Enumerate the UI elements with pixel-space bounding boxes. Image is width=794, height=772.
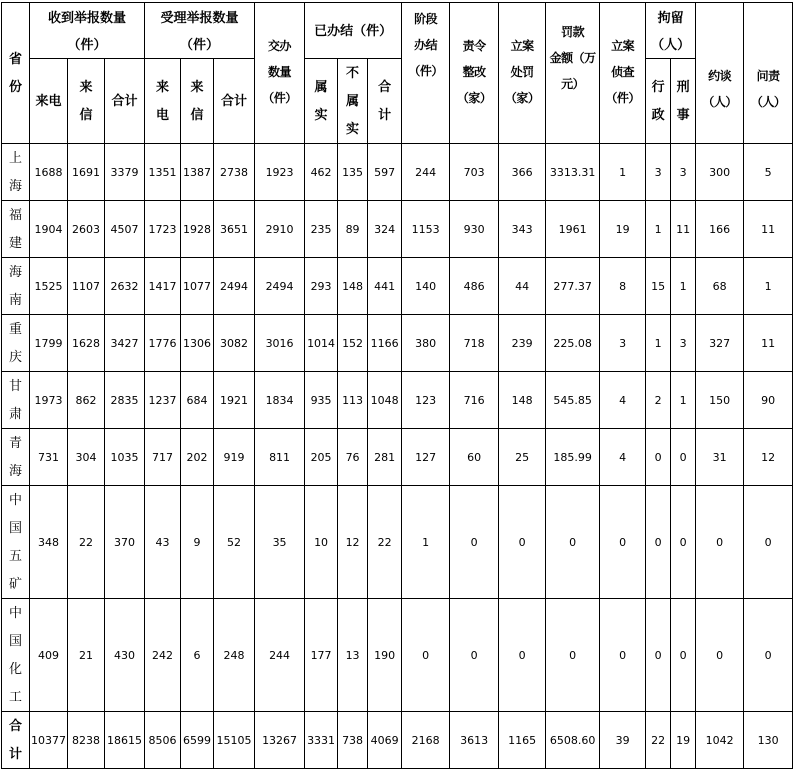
table-cell: 0	[600, 599, 646, 712]
table-cell: 205	[305, 429, 338, 486]
table-cell: 684	[181, 372, 214, 429]
table-cell: 11	[744, 315, 793, 372]
table-cell: 8506	[145, 712, 181, 769]
table-cell: 919	[214, 429, 255, 486]
province-name: 重庆	[8, 321, 22, 364]
province-name: 甘肃	[8, 378, 22, 421]
table-cell: 1923	[255, 144, 305, 201]
table-cell: 9	[181, 486, 214, 599]
table-cell: 348	[30, 486, 68, 599]
table-cell: 1921	[214, 372, 255, 429]
table-cell: 1	[646, 201, 671, 258]
province-cell	[2, 372, 30, 429]
table-cell: 718	[450, 315, 499, 372]
table-cell: 8	[600, 258, 646, 315]
header-accepted-letter	[181, 59, 214, 144]
table-cell: 242	[145, 599, 181, 712]
table-cell: 248	[214, 599, 255, 712]
province-name: 青海	[8, 435, 22, 478]
table-cell: 148	[499, 372, 546, 429]
table-cell: 409	[30, 599, 68, 712]
table-cell: 1723	[145, 201, 181, 258]
table-cell: 4	[600, 372, 646, 429]
header-interviewed: 约谈（人）	[696, 3, 744, 144]
table-cell: 140	[402, 258, 450, 315]
table-cell: 3651	[214, 201, 255, 258]
header-detained-criminal	[671, 59, 696, 144]
table-cell: 0	[499, 486, 546, 599]
header-concluded-total-label: 合计	[378, 79, 392, 122]
header-accepted-letter-label: 来信	[190, 79, 204, 122]
table-cell: 738	[338, 712, 368, 769]
table-cell: 244	[255, 599, 305, 712]
table-cell: 130	[744, 712, 793, 769]
table-cell: 430	[105, 599, 145, 712]
table-cell: 2910	[255, 201, 305, 258]
table-cell: 1525	[30, 258, 68, 315]
table-cell: 0	[696, 486, 744, 599]
table-cell: 3427	[105, 315, 145, 372]
province-name: 上海	[8, 150, 22, 193]
table-cell: 13	[338, 599, 368, 712]
table-cell: 11	[744, 201, 793, 258]
table-cell: 3	[671, 144, 696, 201]
table-cell: 1904	[30, 201, 68, 258]
table-cell: 0	[546, 486, 600, 599]
province-cell	[2, 429, 30, 486]
table-cell: 6599	[181, 712, 214, 769]
table-cell: 1306	[181, 315, 214, 372]
header-accountability: 问责（人）	[744, 3, 793, 144]
table-cell: 1	[744, 258, 793, 315]
table-cell: 0	[671, 599, 696, 712]
table-cell: 0	[646, 429, 671, 486]
table-cell: 1387	[181, 144, 214, 201]
table-cell: 0	[646, 599, 671, 712]
table-cell: 1799	[30, 315, 68, 372]
table-cell: 277.37	[546, 258, 600, 315]
table-cell: 10377	[30, 712, 68, 769]
total-row	[2, 712, 793, 769]
table-cell: 366	[499, 144, 546, 201]
table-cell: 235	[305, 201, 338, 258]
header-province-label: 省份	[8, 51, 22, 94]
table-cell: 0	[450, 599, 499, 712]
table-cell: 717	[145, 429, 181, 486]
table-cell: 150	[696, 372, 744, 429]
table-cell: 1	[671, 258, 696, 315]
table-cell: 15105	[214, 712, 255, 769]
table-cell: 3082	[214, 315, 255, 372]
table-cell: 1834	[255, 372, 305, 429]
table-cell: 22	[368, 486, 402, 599]
table-cell: 1035	[105, 429, 145, 486]
table-cell: 239	[499, 315, 546, 372]
table-cell: 1107	[68, 258, 105, 315]
table-cell: 0	[744, 486, 793, 599]
table-cell: 486	[450, 258, 499, 315]
header-detained: 拘留 （人）	[646, 3, 696, 59]
table-cell: 25	[499, 429, 546, 486]
table-cell: 31	[696, 429, 744, 486]
table-cell: 304	[68, 429, 105, 486]
table-cell: 0	[402, 599, 450, 712]
table-cell: 370	[105, 486, 145, 599]
table-cell: 43	[145, 486, 181, 599]
table-cell: 1237	[145, 372, 181, 429]
table-cell: 225.08	[546, 315, 600, 372]
total-label: 合计	[8, 718, 22, 761]
province-cell	[2, 599, 30, 712]
table-row	[2, 315, 793, 372]
table-cell: 202	[181, 429, 214, 486]
table-cell: 731	[30, 429, 68, 486]
table-cell: 0	[450, 486, 499, 599]
table-cell: 1153	[402, 201, 450, 258]
header-accepted-phone	[145, 59, 181, 144]
table-cell: 380	[402, 315, 450, 372]
header-row-2	[2, 59, 793, 144]
province-name: 海南	[8, 264, 22, 307]
table-cell: 1048	[368, 372, 402, 429]
table-cell: 1961	[546, 201, 600, 258]
table-cell: 89	[338, 201, 368, 258]
province-cell	[2, 144, 30, 201]
table-cell: 1077	[181, 258, 214, 315]
table-cell: 127	[402, 429, 450, 486]
header-fine: 罚款 金额（万 元）	[546, 3, 600, 144]
table-cell: 1688	[30, 144, 68, 201]
province-name: 中国化工	[8, 605, 22, 704]
table-cell: 22	[68, 486, 105, 599]
table-cell: 1	[600, 144, 646, 201]
header-received: 收到举报数量 （件）	[30, 3, 145, 59]
table-cell: 1165	[499, 712, 546, 769]
table-cell: 12	[744, 429, 793, 486]
table-cell: 300	[696, 144, 744, 201]
table-cell: 4507	[105, 201, 145, 258]
table-cell: 462	[305, 144, 338, 201]
table-cell: 177	[305, 599, 338, 712]
table-cell: 343	[499, 201, 546, 258]
table-cell: 190	[368, 599, 402, 712]
table-cell: 35	[255, 486, 305, 599]
table-cell: 0	[744, 599, 793, 712]
table-row	[2, 599, 793, 712]
table-cell: 703	[450, 144, 499, 201]
table-cell: 1	[402, 486, 450, 599]
table-cell: 3016	[255, 315, 305, 372]
table-cell: 135	[338, 144, 368, 201]
table-cell: 13267	[255, 712, 305, 769]
table-cell: 1042	[696, 712, 744, 769]
table-cell: 52	[214, 486, 255, 599]
header-accepted: 受理举报数量 （件）	[145, 3, 255, 59]
table-cell: 10	[305, 486, 338, 599]
table-cell: 3613	[450, 712, 499, 769]
table-cell: 327	[696, 315, 744, 372]
table-cell: 1628	[68, 315, 105, 372]
table-cell: 1776	[145, 315, 181, 372]
table-cell: 4	[600, 429, 646, 486]
province-cell	[2, 315, 30, 372]
header-accepted-total: 合计	[214, 59, 255, 144]
table-cell: 44	[499, 258, 546, 315]
province-cell	[2, 712, 30, 769]
province-cell	[2, 258, 30, 315]
header-concluded-true-label: 属实	[314, 79, 328, 122]
table-cell: 0	[600, 486, 646, 599]
table-row	[2, 258, 793, 315]
table-cell: 1014	[305, 315, 338, 372]
table-cell: 2	[646, 372, 671, 429]
table-cell: 244	[402, 144, 450, 201]
table-cell: 0	[499, 599, 546, 712]
table-cell: 1	[671, 372, 696, 429]
header-concluded-false-label: 不属实	[346, 65, 360, 136]
table-cell: 6508.60	[546, 712, 600, 769]
table-cell: 1973	[30, 372, 68, 429]
table-cell: 1351	[145, 144, 181, 201]
table-cell: 293	[305, 258, 338, 315]
table-cell: 3	[600, 315, 646, 372]
table-cell: 2835	[105, 372, 145, 429]
table-cell: 441	[368, 258, 402, 315]
province-name: 中国五矿	[8, 492, 22, 591]
table-cell: 1691	[68, 144, 105, 201]
table-cell: 597	[368, 144, 402, 201]
table-cell: 68	[696, 258, 744, 315]
table-cell: 113	[338, 372, 368, 429]
table-cell: 2168	[402, 712, 450, 769]
header-accepted-phone-label: 来电	[156, 79, 170, 122]
table-cell: 2494	[214, 258, 255, 315]
table-cell: 281	[368, 429, 402, 486]
table-cell: 0	[696, 599, 744, 712]
table-cell: 4069	[368, 712, 402, 769]
header-received-letter-label: 来信	[79, 79, 93, 122]
header-stage-concluded: 阶段 办结（件）	[402, 3, 450, 144]
table-cell: 2632	[105, 258, 145, 315]
table-cell: 60	[450, 429, 499, 486]
complaint-statistics-table	[1, 2, 793, 769]
table-cell: 123	[402, 372, 450, 429]
table-cell: 12	[338, 486, 368, 599]
header-detained-admin-label: 行政	[651, 79, 665, 122]
table-row	[2, 486, 793, 599]
header-received-phone: 来电	[30, 59, 68, 144]
header-detained-criminal-label: 刑事	[676, 79, 690, 122]
table-cell: 2738	[214, 144, 255, 201]
table-row	[2, 144, 793, 201]
table-cell: 935	[305, 372, 338, 429]
table-cell: 22	[646, 712, 671, 769]
table-cell: 0	[671, 486, 696, 599]
table-body	[2, 144, 793, 769]
table-cell: 185.99	[546, 429, 600, 486]
table-cell: 3	[646, 144, 671, 201]
table-cell: 0	[546, 599, 600, 712]
table-cell: 19	[671, 712, 696, 769]
table-cell: 1417	[145, 258, 181, 315]
table-cell: 1	[646, 315, 671, 372]
table-cell: 21	[68, 599, 105, 712]
header-penalized: 立案 处罚（家）	[499, 3, 546, 144]
table-cell: 1928	[181, 201, 214, 258]
table-row	[2, 201, 793, 258]
header-received-total: 合计	[105, 59, 145, 144]
table-cell: 2603	[68, 201, 105, 258]
header-investigated: 立案 侦查（件）	[600, 3, 646, 144]
province-cell	[2, 486, 30, 599]
table-cell: 76	[338, 429, 368, 486]
header-concluded-total	[368, 59, 402, 144]
table-cell: 0	[646, 486, 671, 599]
table-cell: 3313.31	[546, 144, 600, 201]
table-row	[2, 372, 793, 429]
table-cell: 3331	[305, 712, 338, 769]
table-cell: 18615	[105, 712, 145, 769]
header-assigned: 交办 数量（件）	[255, 3, 305, 144]
header-concluded-true	[305, 59, 338, 144]
table-cell: 148	[338, 258, 368, 315]
header-concluded-false	[338, 59, 368, 144]
province-name: 福建	[8, 207, 22, 250]
table-cell: 716	[450, 372, 499, 429]
table-cell: 166	[696, 201, 744, 258]
header-concluded: 已办结（件）	[305, 3, 402, 59]
table-cell: 11	[671, 201, 696, 258]
table-row	[2, 429, 793, 486]
table-cell: 811	[255, 429, 305, 486]
table-cell: 90	[744, 372, 793, 429]
table-header	[2, 3, 793, 144]
table-cell: 1166	[368, 315, 402, 372]
table-cell: 0	[671, 429, 696, 486]
header-row-1	[2, 3, 793, 59]
table-cell: 152	[338, 315, 368, 372]
table-cell: 19	[600, 201, 646, 258]
table-cell: 15	[646, 258, 671, 315]
header-detained-admin	[646, 59, 671, 144]
table-cell: 6	[181, 599, 214, 712]
table-cell: 39	[600, 712, 646, 769]
province-cell	[2, 201, 30, 258]
table-cell: 324	[368, 201, 402, 258]
header-province	[2, 3, 30, 144]
table-cell: 3379	[105, 144, 145, 201]
header-received-letter	[68, 59, 105, 144]
table-cell: 2494	[255, 258, 305, 315]
table-cell: 930	[450, 201, 499, 258]
table-cell: 3	[671, 315, 696, 372]
table-cell: 5	[744, 144, 793, 201]
table-cell: 8238	[68, 712, 105, 769]
header-rectify: 责令 整改（家）	[450, 3, 499, 144]
table-cell: 545.85	[546, 372, 600, 429]
table-cell: 862	[68, 372, 105, 429]
